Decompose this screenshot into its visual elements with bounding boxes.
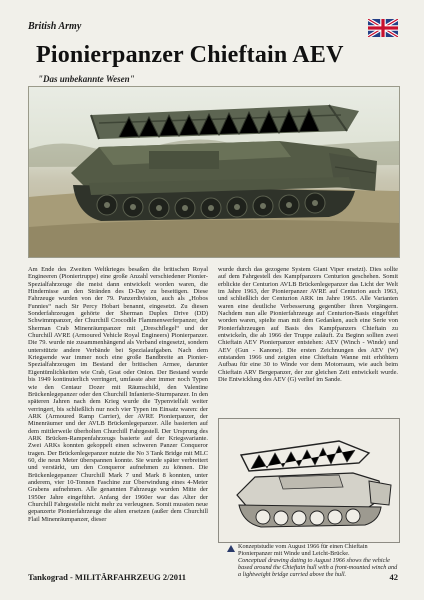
page-header bbox=[28, 19, 398, 41]
inset-concept-drawing bbox=[218, 418, 400, 543]
body-column-right bbox=[218, 266, 398, 384]
article-subtitle: "Das unbekannte Wesen" bbox=[38, 74, 135, 84]
page-footer bbox=[28, 572, 398, 586]
caption-triangle-icon bbox=[227, 545, 235, 552]
footer-page-number: 42 bbox=[389, 572, 398, 582]
inset-caption-english: Conceptual drawing dating to August 1966 shows the vehicle based around the Chieftain hull with a front-mounted winch and a lightweight bridge carried above the hull. bbox=[238, 557, 398, 579]
inset-caption-german: Konzeptstudie vom August 1966 für einen Chieftain Pionierpanzer mit Winde und Leicht-Brücke. bbox=[238, 543, 368, 558]
section-label: British Army bbox=[28, 21, 82, 32]
main-photo-chieftain-aev bbox=[28, 86, 400, 258]
union-jack-flag-icon bbox=[368, 19, 398, 37]
article-title: Pionierpanzer Chieftain AEV bbox=[36, 42, 344, 68]
body-paragraph-left: Am Ende des Zweiten Weltkrieges besaßen die britischen Royal Engineeren (Pioniertruppe) eine große Anzahl verschiedener Pionier-Spezialfahrzeuge die meist dann entwickelt worden waren, die Hindernisse an den Stränden des D-Day zu beseitigen. Diese Fahrzeuge wurden von der 79. Panzerdivision, auch als „Hobos Funnies“ nach Sir Percy Hobart benannt, eingesetzt. Zu diesen Sonderfahrzeugen gehörte der Sherman Duplex Drive (DD) Schwimmpanzer, der Churchill Crocodile Flammenwerferpanzer, der Sherman Crab Minenräumpanzer mit „Dreschflegel“ und der Churchill AVRE (Armoured Vehicle Royal Engineers) Pionierpanzer. Die 79. wurde nie zusammenhängend als Verband eingesetzt, sondern unterstützte andere Verbände bei Spezialaufgaben. Nach dem Kriegsende war immer noch eine große Bandbreite an Pionier-Spezialfahrzeugen im Bestand der britischen Armee, darunter Eigentümlichkeiten wie Crab, Goat oder Onion. Der Bestand wurde bis 1949 kontinuierlich verringert, umfasste aber immer noch Typen wie den Centaur Dozer mit Räumschild, den Valentine Brückenlegepanzer oder den Churchill Infanterie-Sturmpanzer. In den späteren Jahren nach dem Krieg wurde die Typenvielfalt weiter verringert, bis schließlich nur noch vier Typen im Einsatz waren: der ARK (Armoured Ramp Carrier), der AVRE Pionierpanzer, der Minenräumer und der AVLB Brückenlegepanzer. Alle basierten auf dem mittlerweile überholten Churchill Fahrgestell. Der Ursprung des ARK Brücken-Rampenfahrzeugs basierte auf der Kriegsvariante. Zwei ARKs konnten gekoppelt einen schweren Panzer Conqueror tragen. Der Brückenlegepanzer nutzte die No 3 Tank Bridge mit MLC 60, die neun Meter überspannen konnte. Sie wurde später verbreitert und verstärkt, um den Conqueror aufnehmen zu können. Die Brückenlegepanzer Churchill Mark 7 und Mark 8 konnten, unter anderem, vier 10-Tonnen Faschine zur Überwindung eines 4-Meter Grabens aufnehmen. Alle genannten Fahrzeuge wurden Mitte der 1950er Jahre eingeführt. Anfang der 1960er war das Alter der Churchill Fahrgestelle nicht mehr zu verleugnen. Somit mussten neue gepanzerte Pionierfahrzeuge die alten ersetzen (außer dem Churchill Flail Minenräumpanzer, dieser bbox=[28, 266, 208, 523]
body-paragraph-right: wurde durch das gezogene System Giant Viper ersetzt). Dies sollte auf dem Fahrgestell des Kampfpanzers Centurion geschehen. Somit erblickte der Centurion AVLB Brückenlegepanzer das Licht der Welt im Jahre 1963, der Pionierpanzer AVRE auf Centurion auch 1963, und schließlich der Centurion ARK im Jahre 1965. Alle Varianten waren eine deutliche Verbesserung gegenüber ihren Vorgängern. Nachdem nun alle Pionierfahrzeuge auf Centurion-Basis eingeführt worden waren, spielte man mit dem Gedanken, auch eine Serie von Pionierfahrzeugen auf Basis des Kampfpanzers Chieftain zu entwickeln, die ab 1966 der Truppe zuläuft. Zu Beginn sollten zwei Chieftain AEV Pionierpanzer entstehen: AEV (Winch - Winde) und AEV (Gun - Kanone). Die ersten Zeichnungen des AEV (W) entstanden 1966 und zeigten eine Chieftain Wanne mit erhöhtem Aufbau für eine 30 to Winde vor dem Motorraum, wie auch beim Chieftain ARV Bergepanzer, der zur gleichen Zeit entwickelt wurde. Die Entwicklung des AEV (G) verlief im Sande. bbox=[218, 266, 398, 384]
body-column-left bbox=[28, 266, 208, 523]
footer-magazine-title: Tankograd - MILITÄRFAHRZEUG 2/2011 bbox=[28, 572, 186, 582]
